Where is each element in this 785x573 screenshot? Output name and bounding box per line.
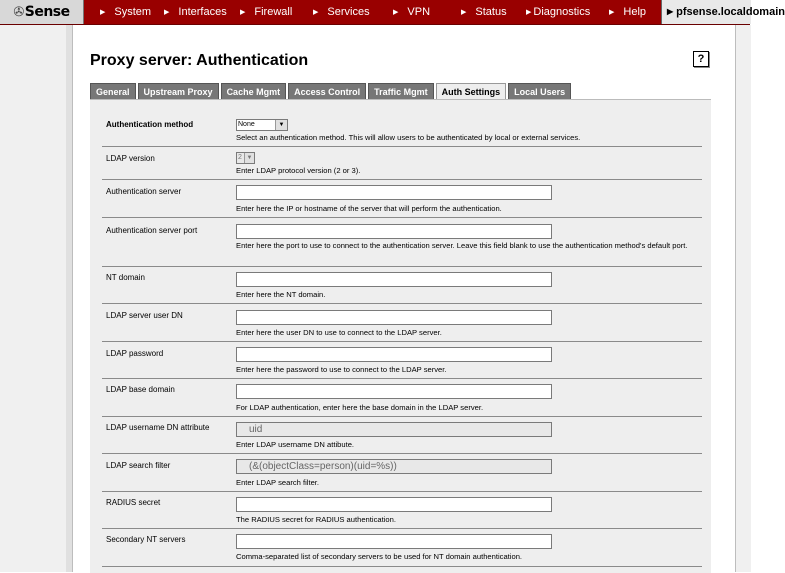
field-label: LDAP username DN attribute [106, 423, 210, 432]
nt-domain-input[interactable] [236, 272, 552, 287]
field-label: RADIUS secret [106, 498, 161, 507]
field-description: Enter here the user DN to use to connect to the LDAP server. [236, 328, 442, 337]
field-description: Select an authentication method. This will allow users to be authenticated by local or external services. [236, 133, 581, 142]
field-label: Authentication server port [106, 226, 198, 235]
ldap-username-dn-attribute-input[interactable]: uid [236, 422, 552, 437]
pfsense-logo-mark-icon: ✇ [13, 4, 24, 20]
nav-label: System [114, 6, 152, 18]
menu-arrow-icon: ▶ [313, 9, 319, 16]
field-label: NT domain [106, 273, 145, 282]
field-label: LDAP base domain [106, 385, 175, 394]
ldap-server-user-dn-input[interactable] [236, 310, 552, 325]
field-label: LDAP search filter [106, 461, 171, 470]
form-row-authentication-server-port [102, 218, 702, 267]
field-description: Enter here the NT domain. [236, 290, 326, 299]
field-description: The RADIUS secret for RADIUS authentication. [236, 515, 396, 524]
menu-arrow-icon: ▶ [164, 9, 170, 16]
menu-arrow-icon: ▶ [461, 9, 467, 16]
field-description: Enter here the password to use to connect to the LDAP server. [236, 365, 447, 374]
field-description: For LDAP authentication, enter here the base domain in the LDAP server. [236, 403, 484, 412]
tab-auth-settings[interactable]: Auth Settings [436, 83, 507, 101]
host-bullet-icon: ▶ [667, 7, 674, 16]
form-row-secondary-nt-servers [102, 529, 702, 567]
tab-upstream-proxy[interactable]: Upstream Proxy [138, 83, 219, 100]
nav-menu-status[interactable] [461, 0, 507, 24]
authentication-method-select[interactable] [236, 119, 288, 131]
nav-menu-interfaces[interactable] [164, 0, 227, 24]
field-description: Comma-separated list of secondary servers to be used for NT domain authentication. [236, 552, 523, 561]
field-description: Enter LDAP search filter. [236, 478, 320, 487]
form-row-ldap-password [102, 342, 702, 379]
field-label: Secondary NT servers [106, 535, 186, 544]
form-row-radius-secret [102, 492, 702, 529]
radius-secret-input[interactable] [236, 497, 552, 512]
menu-arrow-icon: ▶ [100, 9, 106, 16]
field-label: LDAP version [106, 154, 155, 163]
form-row-ldap-base-domain [102, 379, 702, 417]
tab-access-control[interactable]: Access Control [288, 83, 366, 100]
form-row-authentication-server [102, 180, 702, 218]
form-row-authentication-method [102, 119, 702, 147]
field-description: Enter here the IP or hostname of the server that will perform the authentication. [236, 204, 502, 213]
nav-label: Firewall [254, 6, 293, 18]
ldap-base-domain-input[interactable] [236, 384, 552, 399]
nav-menu-services[interactable] [313, 0, 370, 24]
field-label: Authentication method [106, 120, 194, 129]
help-icon[interactable]: ? [693, 51, 709, 67]
form-row-ldap-version [102, 147, 702, 180]
ldap-version-select[interactable] [236, 152, 255, 164]
chevron-down-icon: ▼ [244, 153, 254, 163]
nav-label: Diagnostics [533, 6, 591, 18]
nav-menu-diagnostics[interactable] [526, 0, 590, 24]
nav-menu-system[interactable] [100, 0, 151, 24]
authentication-server-input[interactable] [236, 185, 552, 200]
field-description: Enter LDAP username DN attibute. [236, 440, 355, 449]
select-value: None [238, 121, 255, 128]
logo-text: Sense [24, 4, 70, 20]
nav-menu-vpn[interactable] [393, 0, 430, 24]
pfsense-logo[interactable] [0, 0, 84, 24]
nav-menu-help[interactable] [609, 0, 646, 24]
field-label: LDAP server user DN [106, 311, 183, 320]
ldap-search-filter-input[interactable]: (&(objectClass=person)(uid=%s)) [236, 459, 552, 474]
nav-label: VPN [407, 6, 431, 18]
page-title: Proxy server: Authentication [90, 52, 309, 69]
hostname-text: pfsense.localdomain [676, 6, 785, 18]
authentication-server-port-input[interactable] [236, 224, 552, 239]
form-row-ldap-username-dn-attribute [102, 417, 702, 454]
auth-settings-panel [90, 99, 711, 573]
menu-arrow-icon: ▶ [526, 9, 532, 16]
field-label: LDAP password [106, 349, 164, 358]
secondary-nt-servers-input[interactable] [236, 534, 552, 549]
nav-menu-firewall[interactable] [240, 0, 292, 24]
form-row-ldap-search-filter [102, 454, 702, 492]
nav-label: Interfaces [178, 6, 227, 18]
chevron-down-icon: ▼ [275, 120, 287, 130]
tab-traffic-mgmt[interactable]: Traffic Mgmt [368, 83, 434, 100]
nav-label: Help [623, 6, 647, 18]
field-description: Enter here the port to use to connect to the authentication server. Leave this field blank to use the authentication method's default port. [236, 241, 688, 250]
hostname-display [661, 0, 785, 24]
tab-general[interactable]: General [90, 83, 136, 100]
page-right-border [735, 25, 751, 572]
select-value: 2 [238, 154, 242, 161]
nav-label: Services [327, 6, 370, 18]
form-row-nt-domain [102, 267, 702, 304]
menu-arrow-icon: ▶ [393, 9, 399, 16]
page-left-border [0, 25, 73, 572]
menu-arrow-icon: ▶ [240, 9, 246, 16]
tab-local-users[interactable]: Local Users [508, 83, 571, 100]
field-label: Authentication server [106, 187, 182, 196]
tab-bar [90, 83, 573, 100]
ldap-password-input[interactable] [236, 347, 552, 362]
field-description: Enter LDAP protocol version (2 or 3). [236, 166, 361, 175]
menu-arrow-icon: ▶ [609, 9, 615, 16]
nav-label: Status [475, 6, 507, 18]
top-navigation-bar [0, 0, 785, 25]
form-row-ldap-server-user-dn [102, 304, 702, 342]
tab-cache-mgmt[interactable]: Cache Mgmt [221, 83, 287, 100]
